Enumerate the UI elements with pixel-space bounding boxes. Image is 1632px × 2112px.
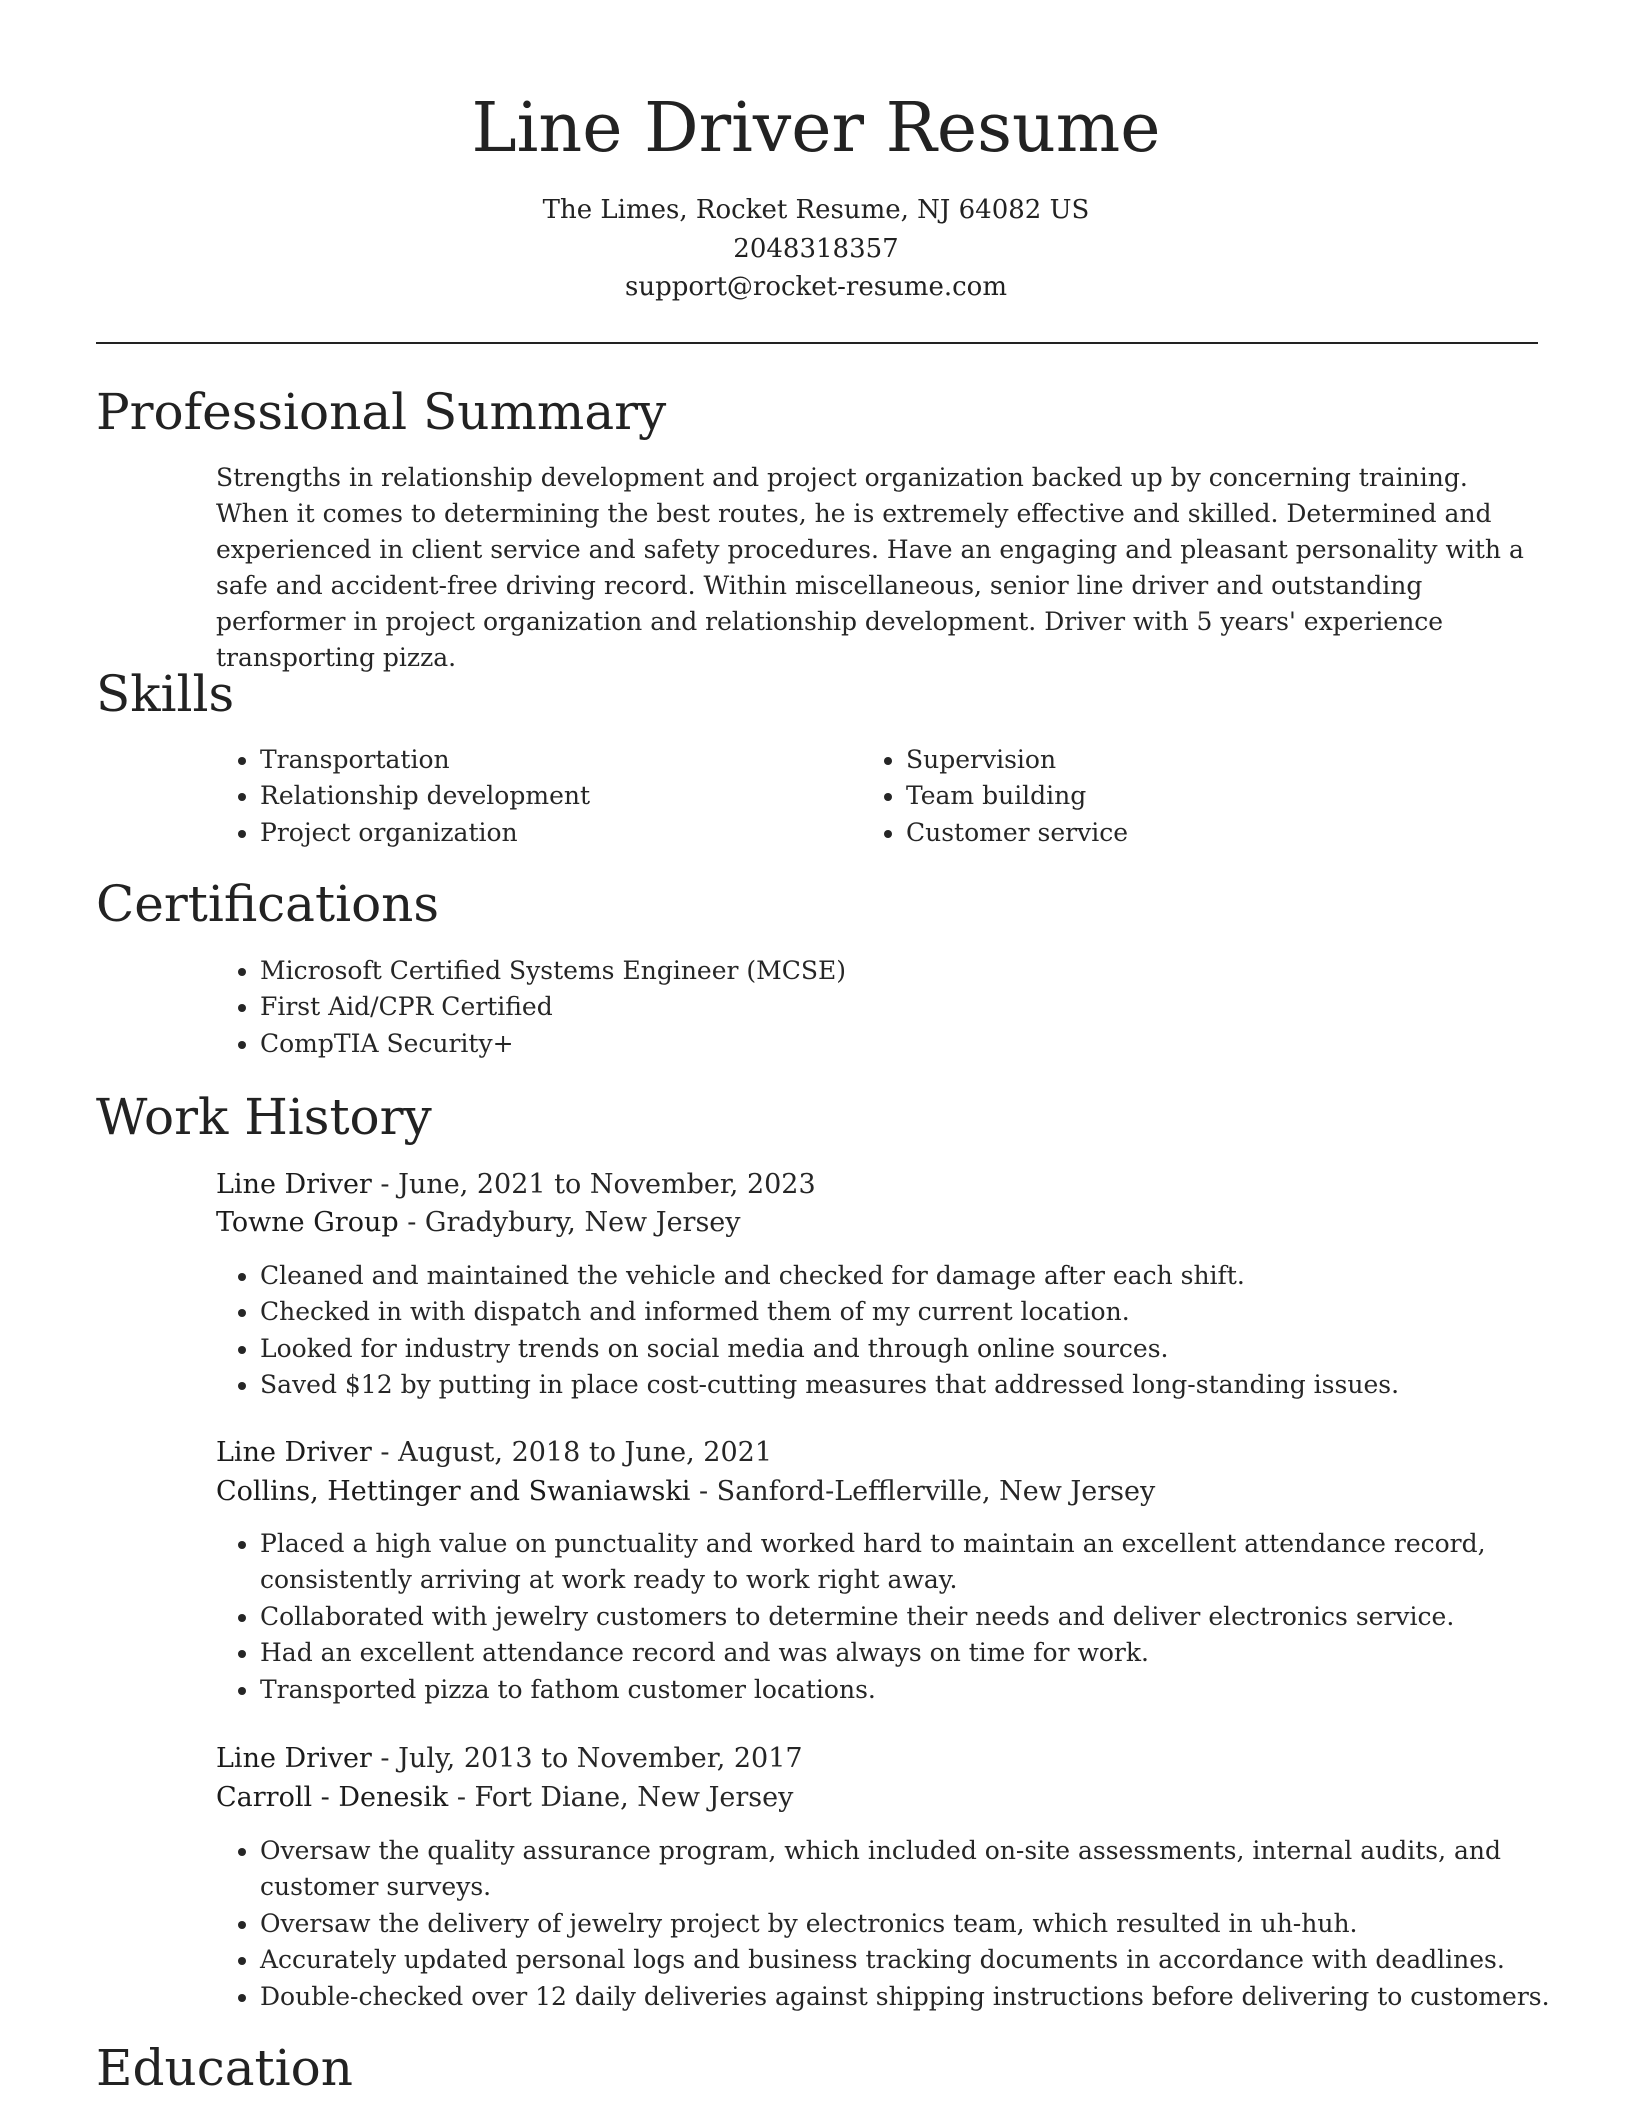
contact-email: support@rocket-resume.com xyxy=(624,272,1007,302)
job-bullet: • Oversaw the quality assurance program, which included on-site assessments, internal audits, and customer surveys. xyxy=(260,1833,1586,1906)
job-bullets xyxy=(216,1258,1586,1404)
job-company-line xyxy=(216,1203,741,1243)
job-bullet: • Collaborated with jewelry customers to determine their needs and deliver electronics service. xyxy=(260,1599,1586,1635)
job-bullet: • Accurately updated personal logs and business tracking documents in accordance with deadlines. xyxy=(260,1942,1586,1978)
education-heading: Education xyxy=(96,2039,353,2097)
certification-item: • Microsoft Certified Systems Engineer (MCSE) xyxy=(260,953,1560,989)
certifications-list xyxy=(216,953,1560,1062)
job-company: Towne Group xyxy=(216,1207,399,1238)
job-bullet: • Transported pizza to fathom customer locations. xyxy=(260,1672,1586,1708)
certifications-heading: Certifications xyxy=(96,875,440,933)
job-location: - Sanford-Lefflerville, New Jersey xyxy=(690,1476,1156,1507)
skills-heading: Skills xyxy=(96,665,235,723)
skills-list-right xyxy=(862,742,1466,851)
job-bullet: • Oversaw the delivery of jewelry project by electronics team, which resulted in uh-huh. xyxy=(260,1906,1586,1942)
job-company: Collins, Hettinger and Swaniawski xyxy=(216,1476,691,1507)
job-title: Line Driver xyxy=(216,1169,372,1200)
job-title: Line Driver xyxy=(216,1437,372,1468)
job-title-line xyxy=(216,1739,803,1779)
job-bullet: • Cleaned and maintained the vehicle and checked for damage after each shift. xyxy=(260,1258,1586,1294)
skill-item: • Team building xyxy=(906,778,1466,814)
contact-address: The Limes, Rocket Resume, NJ 64082 US xyxy=(542,195,1090,225)
job-dates: - July, 2013 to November, 2017 xyxy=(371,1743,803,1774)
skill-item: • Transportation xyxy=(260,742,820,778)
job-bullet: • Saved $12 by putting in place cost-cutting measures that addressed long-standing issues. xyxy=(260,1367,1586,1403)
job-location: - Fort Diane, New Jersey xyxy=(448,1782,794,1813)
job-bullet: • Placed a high value on punctuality and worked hard to maintain an excellent attendance record, consistently arriving at work ready to work right away. xyxy=(260,1526,1586,1599)
skill-item: • Supervision xyxy=(906,742,1466,778)
skill-item: • Project organization xyxy=(260,815,820,851)
skill-item: • Relationship development xyxy=(260,778,820,814)
job-title: Line Driver xyxy=(216,1743,372,1774)
job-bullet: • Looked for industry trends on social media and through online sources. xyxy=(260,1331,1586,1367)
skills-list-left xyxy=(216,742,820,851)
job-location: - Gradybury, New Jersey xyxy=(398,1207,741,1238)
contact-phone: 2048318357 xyxy=(733,234,899,264)
job-bullet: • Double-checked over 12 daily deliveries against shipping instructions before delivering to customers. xyxy=(260,1979,1586,2015)
job-bullets xyxy=(216,1833,1586,2015)
summary-text: Strengths in relationship development and project organization backed up by concerning training. When it comes to determining the best routes, he is extremely effective and skilled. Determined and experienced in client service and safety procedures. Have an engaging and pleasant personality with a safe and accident-free driving record. Within miscellaneous, senior line driver and outstanding performer in project organization and relationship development. Driver with 5 years' experience transporting pizza. xyxy=(216,463,1524,673)
job-title-line xyxy=(216,1433,772,1473)
resume-title: Line Driver Resume xyxy=(471,89,1161,168)
skill-item: • Customer service xyxy=(906,815,1466,851)
certification-item: • CompTIA Security+ xyxy=(260,1026,1560,1062)
job-company-line xyxy=(216,1778,793,1818)
job-bullet: • Checked in with dispatch and informed them of my current location. xyxy=(260,1294,1586,1330)
job-title-line xyxy=(216,1165,816,1205)
job-bullet: • Had an excellent attendance record and was always on time for work. xyxy=(260,1635,1586,1671)
summary-heading: Professional Summary xyxy=(96,383,667,441)
job-dates: - August, 2018 to June, 2021 xyxy=(371,1437,773,1468)
job-dates: - June, 2021 to November, 2023 xyxy=(371,1169,816,1200)
certification-item: • First Aid/CPR Certified xyxy=(260,989,1560,1025)
job-company-line xyxy=(216,1472,1155,1512)
work-history-heading: Work History xyxy=(96,1088,432,1146)
header-divider xyxy=(96,342,1538,344)
job-company: Carroll - Denesik xyxy=(216,1782,449,1813)
job-bullets xyxy=(216,1526,1586,1708)
